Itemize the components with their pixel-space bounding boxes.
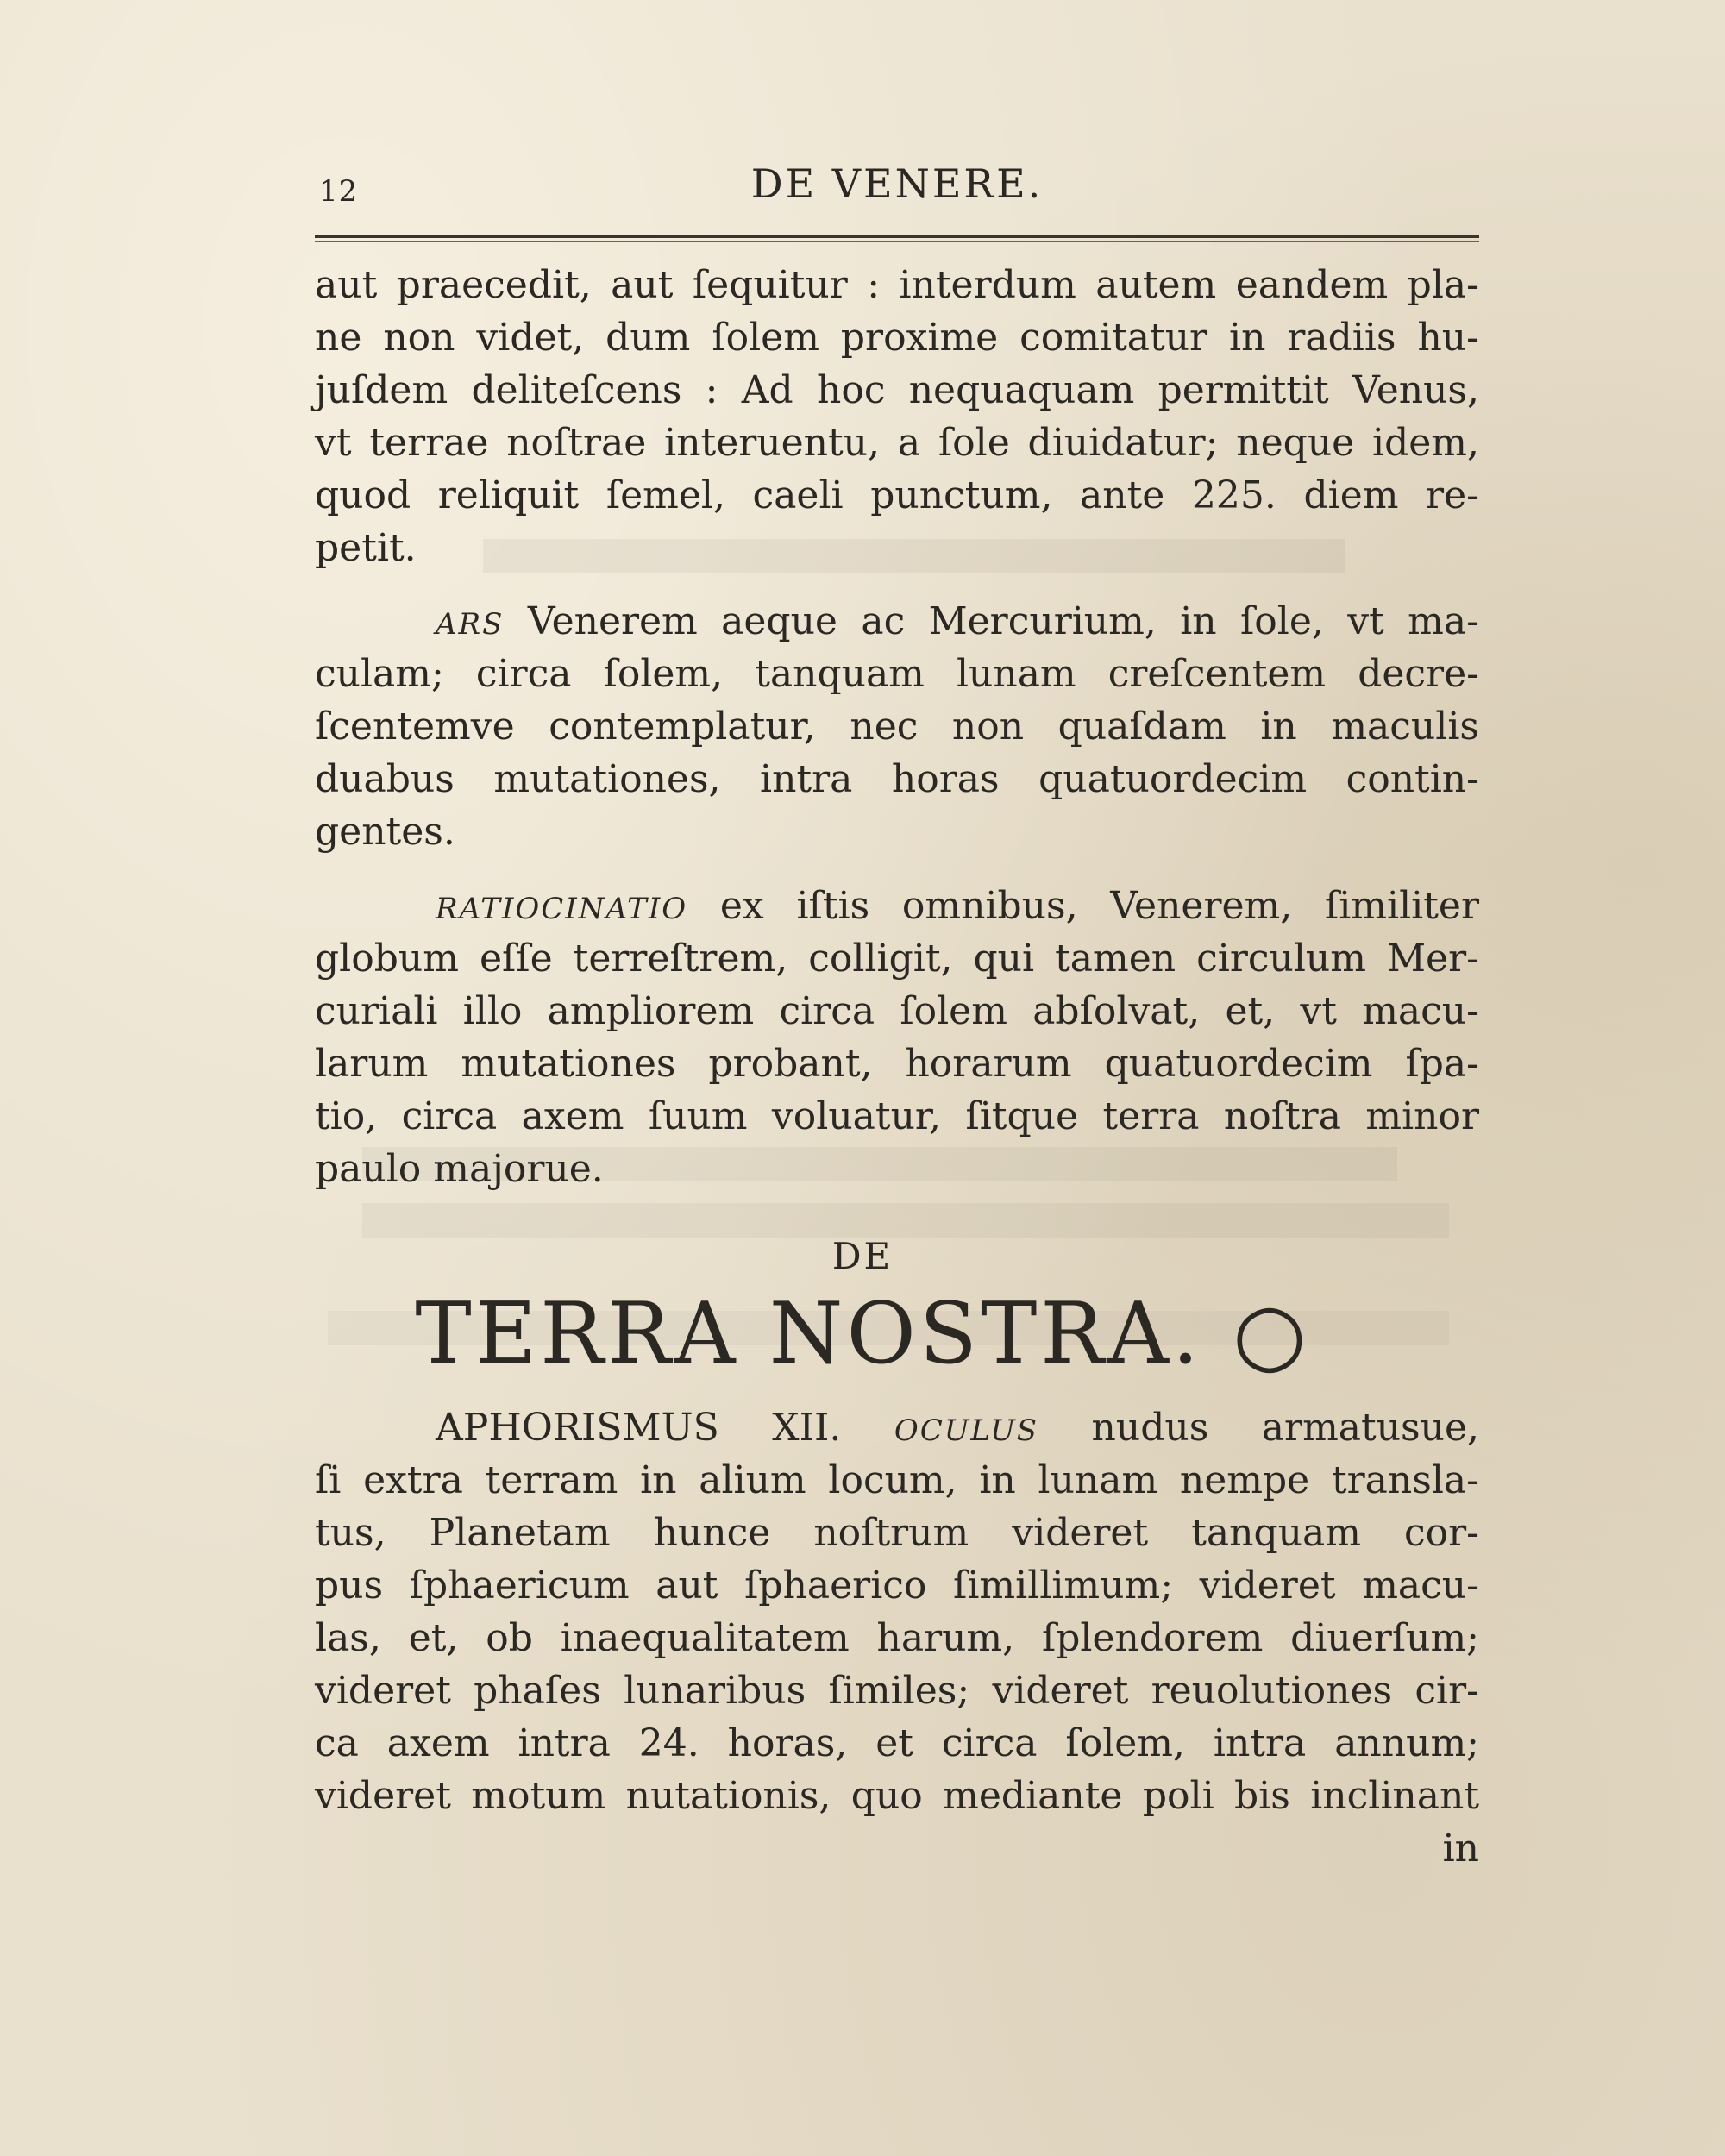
text-line: tio, circa axem ſuum voluatur, ſitque terra noſtra minor [315,1094,1479,1138]
paragraph-aphorismus [315,1401,1479,1875]
paragraph-ratiocinatio [315,880,1479,1195]
text-line: larum mutationes probant, horarum quatuordecim ſpa- [315,1042,1479,1086]
page-header [310,155,1484,216]
text-line: globum eſſe terreſtrem, colligit, qui tamen circulum Mer- [315,937,1479,981]
line-rest: ex iſtis omnibus, Venerem, ſimiliter [719,884,1479,928]
paragraph-continuation [315,259,1479,574]
text-line [315,595,1479,648]
header-rule [315,235,1479,238]
text-line: ſcentemve contemplatur, nec non quaſdam in maculis [315,705,1479,749]
running-title: DE VENERE. [750,160,1044,207]
text-line: paulo majorue. [315,1147,604,1191]
text-line: curiali illo ampliorem circa ſolem abſolvat, et, vt macu- [315,989,1479,1033]
text-line: las, et, ob inaequalitatem harum, ſplendorem diuerſum; [315,1616,1479,1660]
lead-word: RATIOCINATIO [436,892,688,926]
header-rule-thin [315,241,1479,242]
section-prefix: DE [831,1235,894,1277]
text-line: ca axem intra 24. horas, et circa ſolem, intra annum; [315,1721,1479,1765]
aphorism-label: APHORISMUS XII. [436,1406,842,1450]
text-line: videret motum nutationis, quo mediante poli bis inclinant [315,1774,1479,1818]
line-rest: Venerem aeque ac Mercurium, in ſole, vt ma- [527,599,1479,643]
lead-word: ARS [436,607,505,642]
bleed-through-shadow [362,1203,1449,1238]
text-line: ne non videt, dum ſolem proxime comitatur in radiis hu- [315,316,1479,360]
text-line: pus ſphaericum aut ſphaerico ſimillimum; videret macu- [315,1564,1479,1608]
text-line: videret phaſes lunaribus ſimiles; videret reuolutiones cir- [315,1669,1479,1713]
text-line: gentes. [315,810,455,854]
text-line [315,880,1479,932]
text-line: aut praecedit, aut ſequitur : interdum autem eandem pla- [315,263,1479,307]
catchword: in [1442,1827,1479,1871]
text-line: juſdem deliteſcens : Ad hoc nequaquam permittit Venus, [315,368,1479,412]
text-line: duabus mutationes, intra horas quatuordecim contin- [315,757,1479,801]
text-line [315,1401,1479,1454]
page-number: 12 [319,174,359,209]
text-line: petit. [315,526,417,570]
text-line: quod reliquit ſemel, caeli punctum, ante 225. diem re- [315,473,1479,517]
line-rest: nudus armatusue, [1091,1406,1479,1450]
text-line: ſi extra terram in alium locum, in lunam nempe transla- [315,1458,1479,1502]
section-title: TERRA NOSTRA. ○ [415,1285,1310,1383]
text-line: culam; circa ſolem, tanquam lunam creſcentem decre- [315,652,1479,696]
text-line: vt terrae noſtrae interuentu, a ſole diuidatur; neque idem, [315,421,1479,465]
text-line: tus, Planetam hunce noſtrum videret tanquam cor- [315,1511,1479,1555]
lead-word: OCULUS [894,1413,1039,1448]
paragraph-ars [315,595,1479,858]
